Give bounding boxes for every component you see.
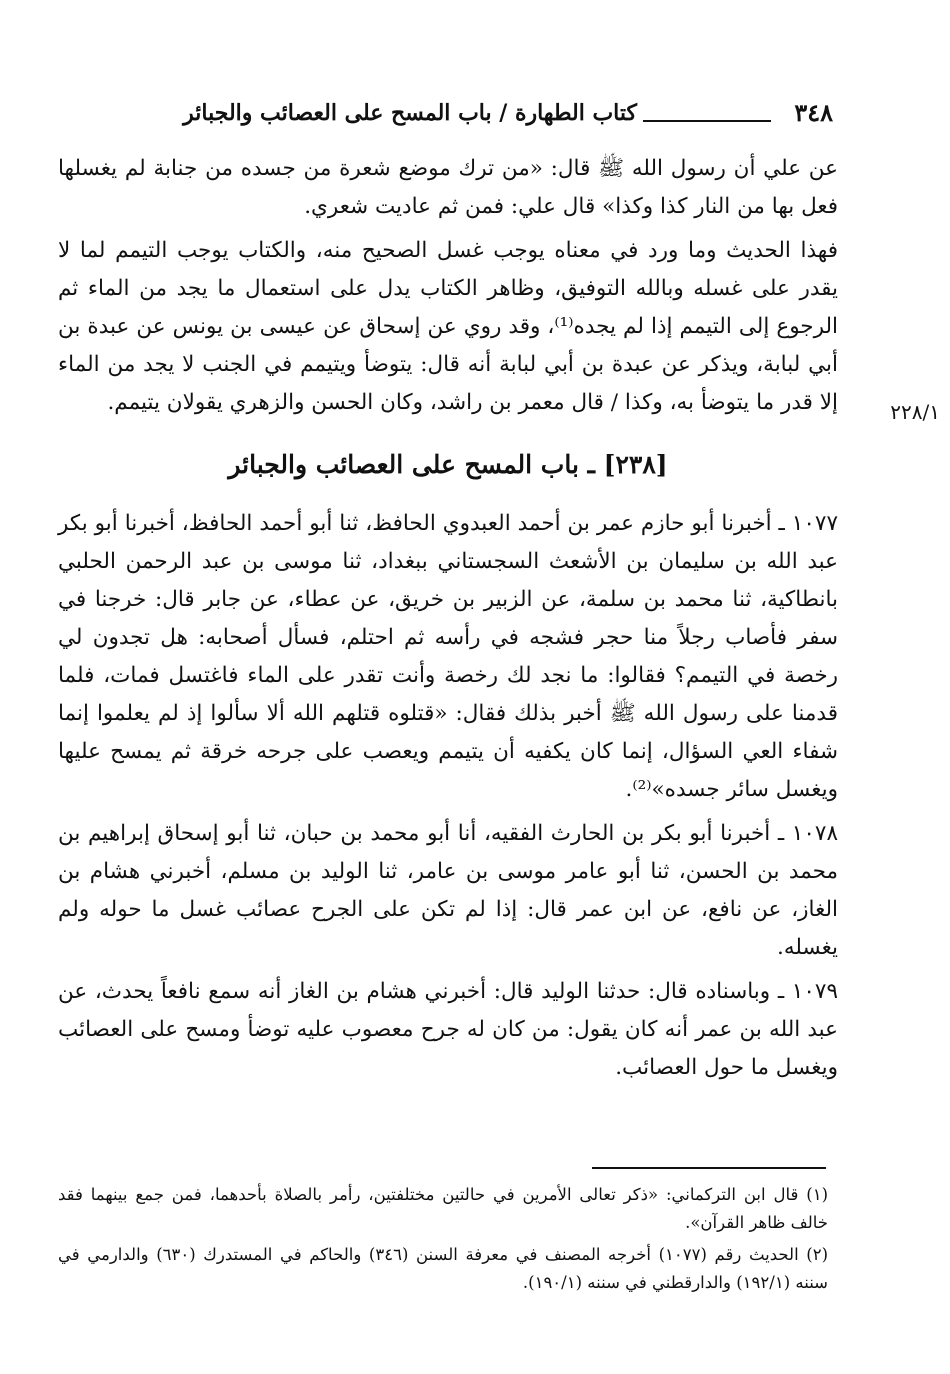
paragraph: ١٠٧٩ ـ وباسناده قال: حدثنا الوليد قال: أخبرني هشام بن الغاز أنه سمع نافعاً يحدث، عن عبد الله بن عمر أنه كان يقول: من كان له جرح معصوب عليه توضأ ومسح على العصائب ويغسل ما حول العصائب.	[58, 979, 838, 1080]
footnote: (٢) الحديث رقم (١٠٧٧) أخرجه المصنف في معرفة السنن (٣٤٦) والحاكم في المستدرك (٦٣٠) والدارمي في سننه (١٩٢/١) والدارقطني في سننه (١٩٠/١).	[58, 1245, 829, 1292]
body-text	[58, 505, 838, 1093]
paragraph: عن علي أن رسول الله ﷺ قال: «من ترك موضع شعرة من جسده من جنابة لم يغسلها فعل بها من النار كذا وكذا» قال علي: فمن ثم عاديت شعري.	[58, 156, 838, 219]
footnote: (١) قال ابن التركماني: «ذكر تعالى الأمرين في حالتين مختلفتين، رأمر بالصلاة بأحدهما، فمن جمع بينهما فقد خالف ظاهر القرآن».	[58, 1185, 828, 1232]
page-number: ٣٤٨	[794, 98, 833, 127]
page-header	[58, 98, 833, 132]
margin-note: ٢٢٨/١	[890, 400, 940, 424]
section-title: [٢٣٨] ـ باب المسح على العصائب والجبائر	[228, 450, 668, 479]
paragraph: فهذا الحديث وما ورد في معناه يوجب غسل الصحيح منه، والكتاب يوجب التيمم لما لا يقدر على غسله وبالله التوفيق، وظاهر الكتاب يدل على استعمال ما يجد من الماء ثم الرجوع إلى التيمم إذا لم يجده⁽¹⁾، وقد روي عن إسحاق عن عيسى بن يونس عن عبدة بن أبي لبابة، ويذكر عن عبدة بن أبي لبابة أنه قال: يتوضأ ويتيمم في الجنب لا يجد من الماء إلا قدر ما يتوضأ به، وكذا / قال معمر بن راشد، وكان الحسن والزهري يقولان يتيمم.	[58, 238, 838, 415]
footnotes	[58, 1181, 828, 1301]
paragraph: ١٠٧٨ ـ أخبرنا أبو بكر بن الحارث الفقيه، أنا أبو محمد بن حبان، ثنا أبو إسحاق إبراهيم بن محمد بن الحسن، ثنا أبو عامر موسى بن عامر، ثنا الوليد بن مسلم، أخبرني هشام بن الغاز، عن نافع، عن ابن عمر قال: إذا لم تكن على الجرح عصائب غسل ما حوله ولم يغسله.	[58, 821, 838, 960]
paragraph: ١٠٧٧ ـ أخبرنا أبو حازم عمر بن أحمد العبدوي الحافظ، ثنا أبو أحمد الحافظ، أخبرنا أبو بكر عبد الله بن سليمان بن الأشعث السجستاني ببغداد، ثنا موسى بن عبد الرحمن الحلبي بانطاكية، ثنا محمد بن سلمة، عن الزبير بن خريق، عن عطاء، عن جابر قال: خرجنا في سفر فأصاب رجلاً منا حجر فشجه في رأسه ثم احتلم، فسأل أصحابه: هل تجدون لي رخصة في التيمم؟ فقالوا: ما نجد لك رخصة وأنت تقدر على الماء فاغتسل فمات، فلما قدمنا على رسول الله ﷺ أخبر بذلك فقال: «قتلوه قتلهم الله ألا سألوا إذ لم يعلموا إنما شفاء العي السؤال، إنما كان يكفيه أن يتيمم ويعصب على جرحه خرقة ثم يمسح عليها ويغسل سائر جسده»⁽²⁾.	[58, 511, 838, 802]
top-text	[58, 150, 838, 428]
running-title: كتاب الطهارة / باب المسح على العصائب والجبائر	[183, 100, 637, 126]
footnote-rule	[592, 1167, 826, 1169]
header-rule	[643, 120, 771, 122]
